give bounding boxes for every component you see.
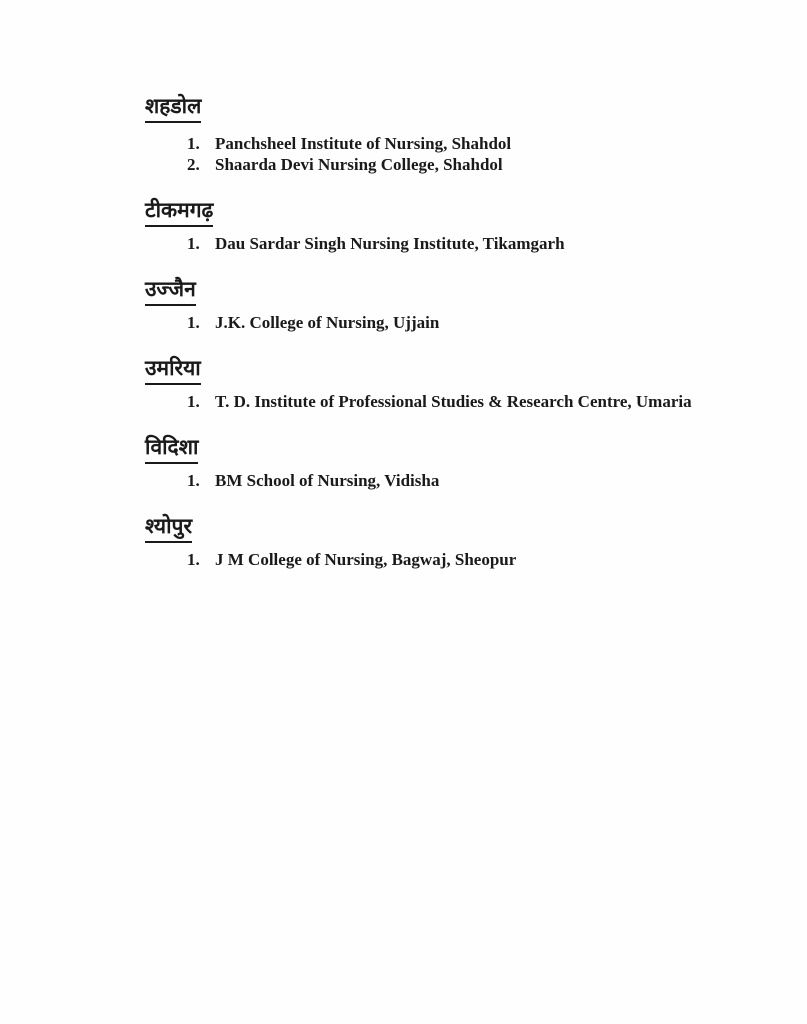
college-list-item [187, 391, 720, 412]
district-heading-text: शहडोल [145, 92, 201, 123]
district-section-tikamgarh [145, 196, 720, 254]
district-heading-tikamgarh [145, 196, 720, 227]
district-section-ujjain [145, 275, 720, 333]
district-heading-text: टीकमगढ़ [145, 196, 213, 227]
college-list-item [187, 154, 720, 175]
college-list-item [187, 549, 720, 570]
list-item-number: 1. [187, 471, 200, 490]
college-name: J.K. College of Nursing, Ujjain [215, 313, 440, 332]
list-item-number: 1. [187, 234, 200, 253]
college-list-item [187, 470, 720, 491]
district-heading-vidisha [145, 433, 720, 464]
district-heading-text: उमरिया [145, 354, 201, 385]
district-heading-umaria [145, 354, 720, 385]
district-heading-shahdol [145, 92, 720, 123]
college-name: Panchsheel Institute of Nursing, Shahdol [215, 134, 512, 153]
list-item-number: 2. [187, 155, 200, 174]
college-list-sheopur [145, 549, 720, 570]
college-list-item [187, 233, 720, 254]
district-section-shahdol [145, 92, 720, 175]
college-list-item [187, 312, 720, 333]
district-section-vidisha [145, 433, 720, 491]
district-heading-text: उज्जैन [145, 275, 196, 306]
district-heading-text: विदिशा [145, 433, 198, 464]
list-item-number: 1. [187, 550, 200, 569]
district-heading-sheopur [145, 512, 720, 543]
college-list-ujjain [145, 312, 720, 333]
district-section-umaria [145, 354, 720, 412]
college-name: Dau Sardar Singh Nursing Institute, Tikamgarh [215, 234, 565, 253]
college-list-tikamgarh [145, 233, 720, 254]
college-list-item [187, 133, 720, 154]
college-list-vidisha [145, 470, 720, 491]
document-content [145, 92, 720, 591]
list-item-number: 1. [187, 392, 200, 411]
college-name: T. D. Institute of Professional Studies & Research Centre, Umaria [215, 392, 692, 411]
college-list-umaria [145, 391, 720, 412]
college-list-shahdol [145, 133, 720, 175]
list-item-number: 1. [187, 313, 200, 332]
college-name: BM School of Nursing, Vidisha [215, 471, 440, 490]
district-heading-ujjain [145, 275, 720, 306]
district-section-sheopur [145, 512, 720, 570]
list-item-number: 1. [187, 134, 200, 153]
college-name: Shaarda Devi Nursing College, Shahdol [215, 155, 503, 174]
college-name: J M College of Nursing, Bagwaj, Sheopur [215, 550, 517, 569]
district-heading-text: श्योपुर [145, 512, 192, 543]
